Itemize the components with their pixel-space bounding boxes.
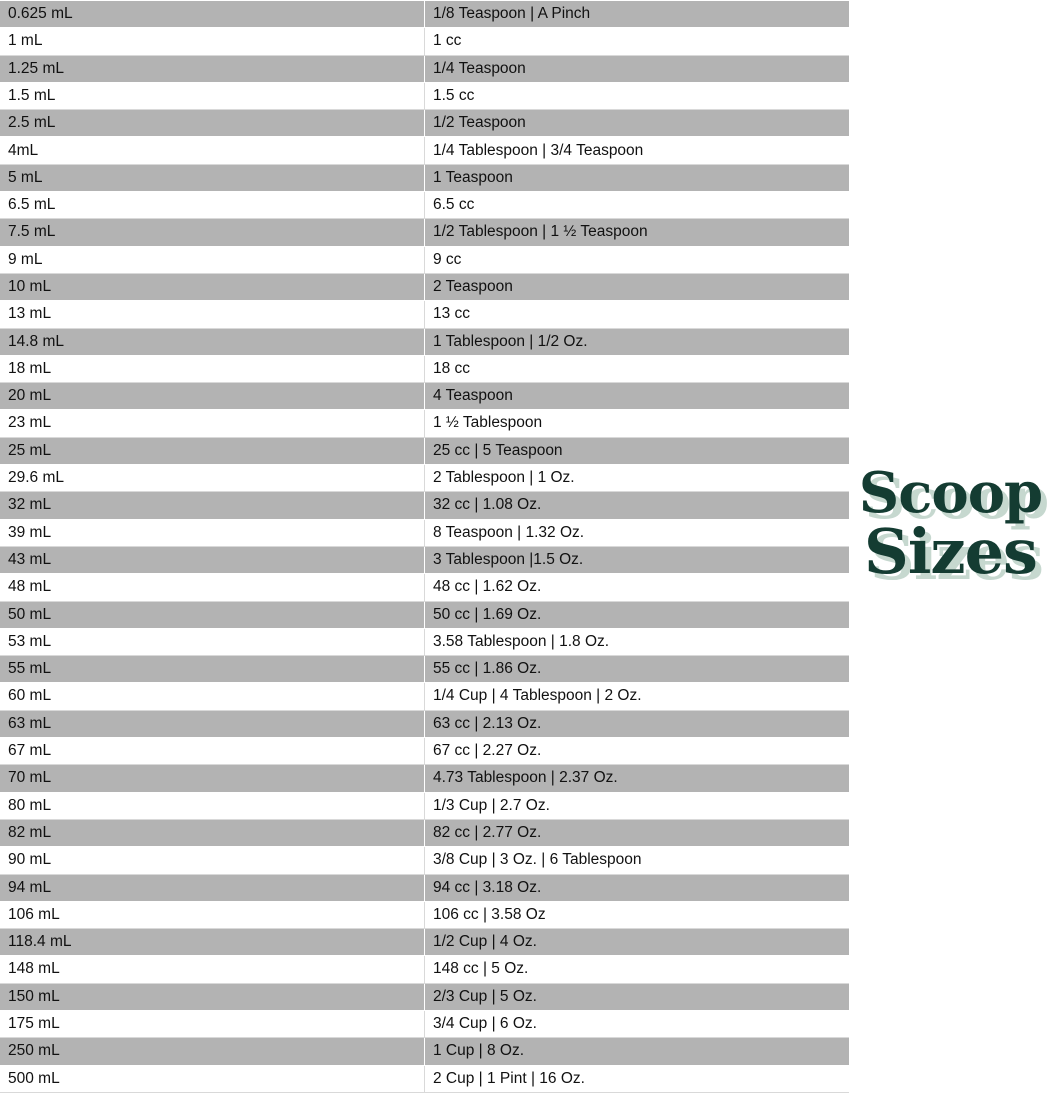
table-row bbox=[0, 355, 849, 382]
cell-volume-ml: 1.5 mL bbox=[0, 82, 425, 109]
cell-volume-ml: 80 mL bbox=[0, 792, 425, 819]
cell-equivalent: 1 ½ Tablespoon bbox=[425, 410, 850, 437]
cell-volume-ml: 50 mL bbox=[0, 601, 425, 628]
cell-equivalent: 8 Teaspoon | 1.32 Oz. bbox=[425, 519, 850, 546]
cell-equivalent: 25 cc | 5 Teaspoon bbox=[425, 437, 850, 464]
cell-equivalent: 13 cc bbox=[425, 301, 850, 328]
table-row bbox=[0, 301, 849, 328]
cell-volume-ml: 25 mL bbox=[0, 437, 425, 464]
cell-volume-ml: 14.8 mL bbox=[0, 328, 425, 355]
table-row bbox=[0, 383, 849, 410]
cell-equivalent: 4.73 Tablespoon | 2.37 Oz. bbox=[425, 765, 850, 792]
cell-equivalent: 2 Cup | 1 Pint | 16 Oz. bbox=[425, 1065, 850, 1092]
table-row bbox=[0, 519, 849, 546]
cell-equivalent: 1/2 Tablespoon | 1 ½ Teaspoon bbox=[425, 219, 850, 246]
logo-line-sizes: Sizes bbox=[864, 515, 1037, 588]
cell-volume-ml: 2.5 mL bbox=[0, 110, 425, 137]
table-row bbox=[0, 901, 849, 928]
table-row bbox=[0, 628, 849, 655]
table-row bbox=[0, 1065, 849, 1092]
cell-equivalent: 1 Tablespoon | 1/2 Oz. bbox=[425, 328, 850, 355]
table-row bbox=[0, 874, 849, 901]
table-row bbox=[0, 792, 849, 819]
cell-volume-ml: 9 mL bbox=[0, 246, 425, 273]
cell-volume-ml: 20 mL bbox=[0, 383, 425, 410]
cell-equivalent: 1.5 cc bbox=[425, 82, 850, 109]
table-row bbox=[0, 847, 849, 874]
table-row bbox=[0, 819, 849, 846]
cell-equivalent: 1 Cup | 8 Oz. bbox=[425, 1038, 850, 1065]
table-row bbox=[0, 656, 849, 683]
cell-volume-ml: 90 mL bbox=[0, 847, 425, 874]
cell-volume-ml: 53 mL bbox=[0, 628, 425, 655]
table-row bbox=[0, 1, 849, 28]
cell-equivalent: 1/8 Teaspoon | A Pinch bbox=[425, 1, 850, 28]
cell-volume-ml: 63 mL bbox=[0, 710, 425, 737]
table-row bbox=[0, 273, 849, 300]
cell-volume-ml: 32 mL bbox=[0, 492, 425, 519]
cell-volume-ml: 250 mL bbox=[0, 1038, 425, 1065]
cell-equivalent: 1 cc bbox=[425, 28, 850, 55]
cell-volume-ml: 23 mL bbox=[0, 410, 425, 437]
table-row bbox=[0, 328, 849, 355]
cell-equivalent: 6.5 cc bbox=[425, 192, 850, 219]
cell-equivalent: 4 Teaspoon bbox=[425, 383, 850, 410]
cell-equivalent: 9 cc bbox=[425, 246, 850, 273]
cell-volume-ml: 82 mL bbox=[0, 819, 425, 846]
table-row bbox=[0, 164, 849, 191]
cell-volume-ml: 1.25 mL bbox=[0, 55, 425, 82]
table-row bbox=[0, 55, 849, 82]
cell-equivalent: 1/4 Tablespoon | 3/4 Teaspoon bbox=[425, 137, 850, 164]
table-row bbox=[0, 219, 849, 246]
cell-equivalent: 1/2 Cup | 4 Oz. bbox=[425, 929, 850, 956]
table-row bbox=[0, 192, 849, 219]
cell-volume-ml: 106 mL bbox=[0, 901, 425, 928]
cell-volume-ml: 500 mL bbox=[0, 1065, 425, 1092]
table-row bbox=[0, 465, 849, 492]
table-row bbox=[0, 492, 849, 519]
table-row bbox=[0, 574, 849, 601]
cell-volume-ml: 39 mL bbox=[0, 519, 425, 546]
cell-volume-ml: 48 mL bbox=[0, 574, 425, 601]
cell-volume-ml: 13 mL bbox=[0, 301, 425, 328]
cell-volume-ml: 7.5 mL bbox=[0, 219, 425, 246]
table-row bbox=[0, 1010, 849, 1037]
cell-equivalent: 63 cc | 2.13 Oz. bbox=[425, 710, 850, 737]
cell-volume-ml: 5 mL bbox=[0, 164, 425, 191]
table-row bbox=[0, 437, 849, 464]
cell-volume-ml: 150 mL bbox=[0, 983, 425, 1010]
table-row bbox=[0, 410, 849, 437]
cell-volume-ml: 118.4 mL bbox=[0, 929, 425, 956]
table-body bbox=[0, 1, 849, 1093]
cell-volume-ml: 4mL bbox=[0, 137, 425, 164]
cell-equivalent: 148 cc | 5 Oz. bbox=[425, 956, 850, 983]
cell-equivalent: 32 cc | 1.08 Oz. bbox=[425, 492, 850, 519]
table-row bbox=[0, 956, 849, 983]
table-row bbox=[0, 110, 849, 137]
cell-equivalent: 3/8 Cup | 3 Oz. | 6 Tablespoon bbox=[425, 847, 850, 874]
logo-line-scoop: Scoop bbox=[858, 460, 1043, 526]
table-row bbox=[0, 1038, 849, 1065]
cell-equivalent: 1/4 Cup | 4 Tablespoon | 2 Oz. bbox=[425, 683, 850, 710]
cell-volume-ml: 18 mL bbox=[0, 355, 425, 382]
cell-equivalent: 2/3 Cup | 5 Oz. bbox=[425, 983, 850, 1010]
cell-volume-ml: 60 mL bbox=[0, 683, 425, 710]
cell-volume-ml: 43 mL bbox=[0, 546, 425, 573]
cell-volume-ml: 10 mL bbox=[0, 273, 425, 300]
table-row bbox=[0, 28, 849, 55]
table-row bbox=[0, 683, 849, 710]
cell-volume-ml: 55 mL bbox=[0, 656, 425, 683]
cell-equivalent: 3/4 Cup | 6 Oz. bbox=[425, 1010, 850, 1037]
cell-equivalent: 1/3 Cup | 2.7 Oz. bbox=[425, 792, 850, 819]
cell-volume-ml: 29.6 mL bbox=[0, 465, 425, 492]
cell-equivalent: 82 cc | 2.77 Oz. bbox=[425, 819, 850, 846]
cell-equivalent: 106 cc | 3.58 Oz bbox=[425, 901, 850, 928]
cell-volume-ml: 0.625 mL bbox=[0, 1, 425, 28]
table-row bbox=[0, 983, 849, 1010]
cell-equivalent: 94 cc | 3.18 Oz. bbox=[425, 874, 850, 901]
table-row bbox=[0, 710, 849, 737]
cell-volume-ml: 6.5 mL bbox=[0, 192, 425, 219]
table-row bbox=[0, 765, 849, 792]
cell-equivalent: 48 cc | 1.62 Oz. bbox=[425, 574, 850, 601]
table-row bbox=[0, 137, 849, 164]
cell-equivalent: 3.58 Tablespoon | 1.8 Oz. bbox=[425, 628, 850, 655]
cell-equivalent: 1/2 Teaspoon bbox=[425, 110, 850, 137]
cell-equivalent: 50 cc | 1.69 Oz. bbox=[425, 601, 850, 628]
cell-equivalent: 1/4 Teaspoon bbox=[425, 55, 850, 82]
table-row bbox=[0, 82, 849, 109]
cell-volume-ml: 94 mL bbox=[0, 874, 425, 901]
cell-volume-ml: 175 mL bbox=[0, 1010, 425, 1037]
table-row bbox=[0, 929, 849, 956]
table-row bbox=[0, 601, 849, 628]
cell-equivalent: 2 Tablespoon | 1 Oz. bbox=[425, 465, 850, 492]
cell-equivalent: 55 cc | 1.86 Oz. bbox=[425, 656, 850, 683]
scoop-sizes-logo bbox=[848, 460, 1053, 606]
cell-equivalent: 2 Teaspoon bbox=[425, 273, 850, 300]
cell-volume-ml: 67 mL bbox=[0, 738, 425, 765]
cell-volume-ml: 70 mL bbox=[0, 765, 425, 792]
cell-equivalent: 67 cc | 2.27 Oz. bbox=[425, 738, 850, 765]
cell-volume-ml: 1 mL bbox=[0, 28, 425, 55]
cell-equivalent: 1 Teaspoon bbox=[425, 164, 850, 191]
cell-equivalent: 18 cc bbox=[425, 355, 850, 382]
cell-volume-ml: 148 mL bbox=[0, 956, 425, 983]
table-row bbox=[0, 246, 849, 273]
cell-equivalent: 3 Tablespoon |1.5 Oz. bbox=[425, 546, 850, 573]
table-row bbox=[0, 546, 849, 573]
table-row bbox=[0, 738, 849, 765]
